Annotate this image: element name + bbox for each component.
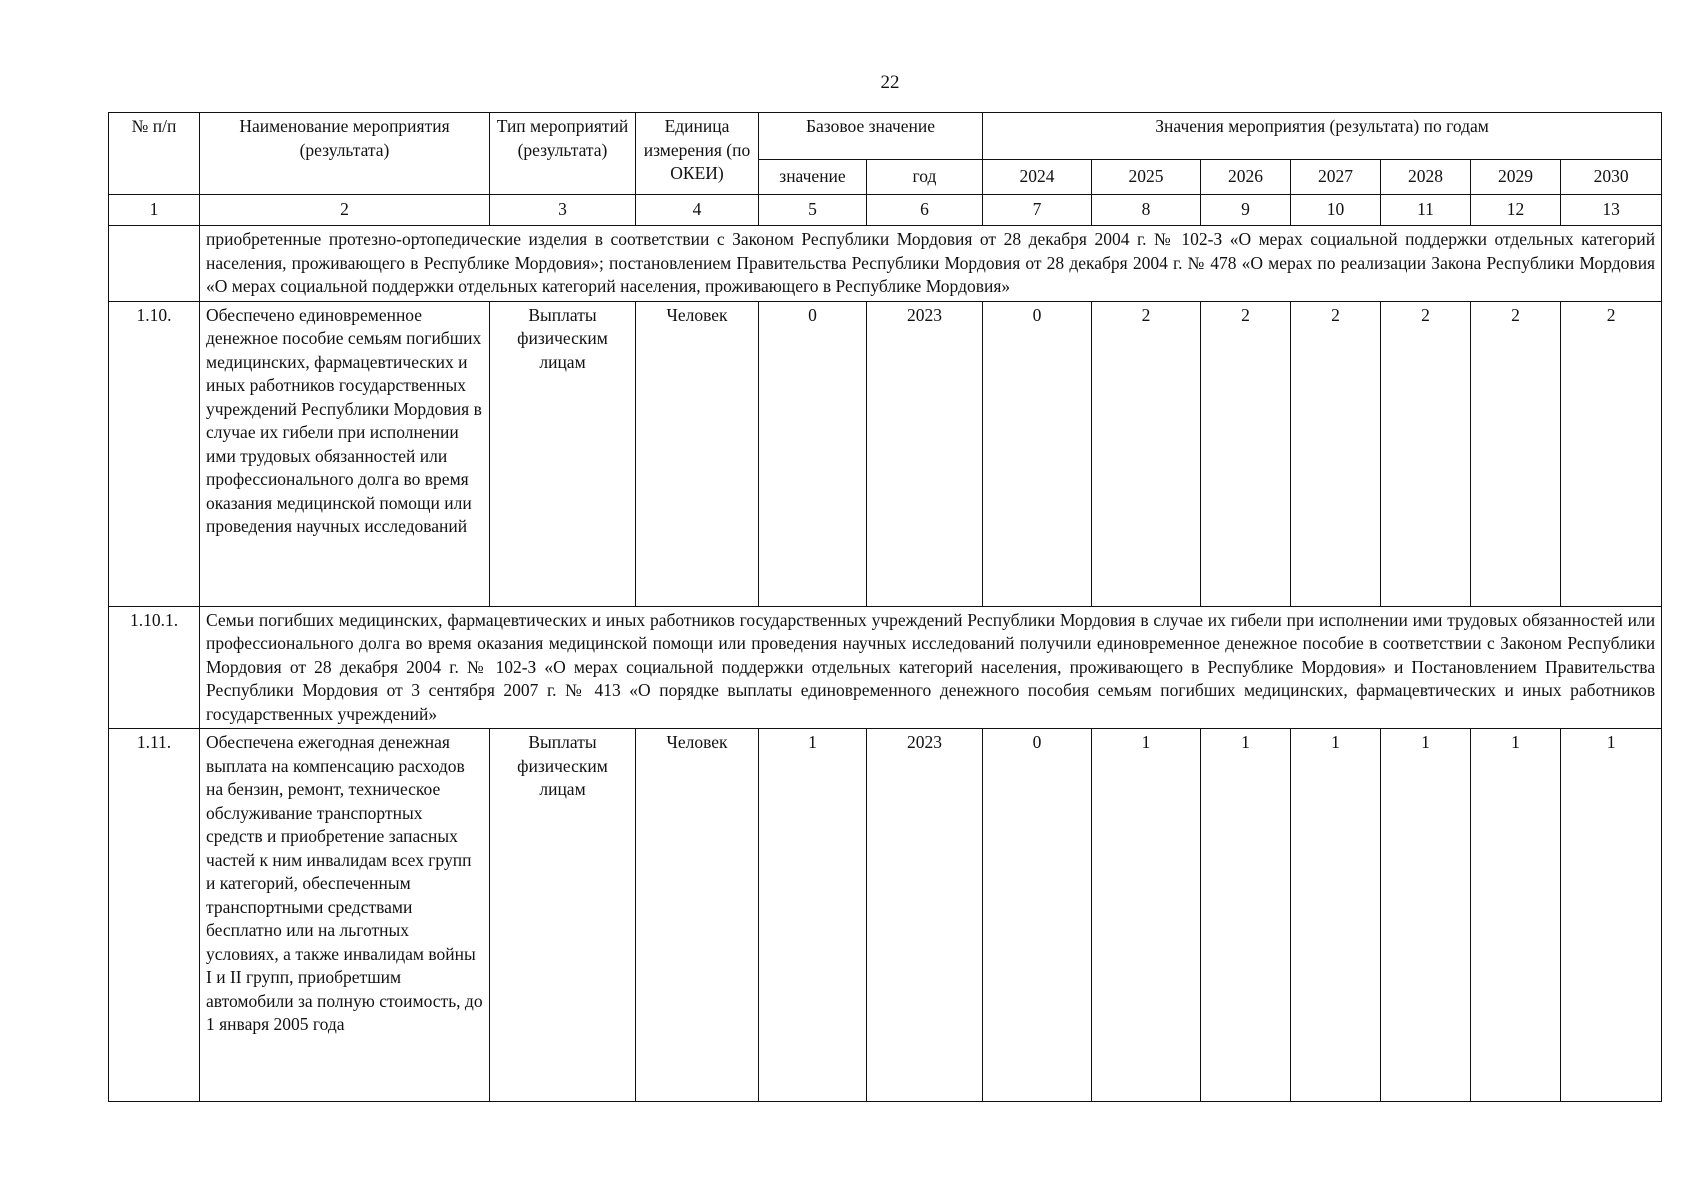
- table-row: [109, 301, 1662, 606]
- header-year-2026: 2026: [1201, 160, 1291, 195]
- column-number: 9: [1201, 195, 1291, 226]
- table-row: [109, 606, 1662, 729]
- row-unit: Человек: [636, 729, 759, 1102]
- row-base-value: 0: [759, 301, 867, 606]
- row-value-2030: 1: [1561, 729, 1662, 1102]
- activities-table: [108, 112, 1662, 1102]
- row-value-2029: 1: [1471, 729, 1561, 1102]
- header-base-value: значение: [759, 160, 867, 195]
- row-value-2025: 2: [1092, 301, 1201, 606]
- header-year-2030: 2030: [1561, 160, 1662, 195]
- continuation-row: [109, 226, 1662, 302]
- row-num: 1.10.: [109, 301, 200, 606]
- header-base: Базовое значение: [759, 113, 983, 160]
- row-value-2027: 1: [1291, 729, 1381, 1102]
- row-value-2030: 2: [1561, 301, 1662, 606]
- page-number: 22: [880, 72, 900, 93]
- row-num: 1.10.1.: [109, 606, 200, 729]
- continuation-text: приобретенные протезно-ортопедические изделия в соответствии с Законом Республики Мордовия от 28 декабря 2004 г. № 102-З «О мерах социальной поддержки отдельных категорий населения, проживающего в Республике Мордовия»; постановлением Правительства Республики Мордовия от 28 декабря 2004 г. № 478 «О мерах по реализации Закона Республики Мордовия «О мерах социальной поддержки отдельных категорий населения, проживающего в Республике Мордовия»: [200, 226, 1662, 302]
- header-year-2028: 2028: [1381, 160, 1471, 195]
- column-number: 3: [490, 195, 636, 226]
- row-type: Выплаты физическим лицам: [490, 729, 636, 1102]
- row-description: Семьи погибших медицинских, фармацевтических и иных работников государственных учреждений Республики Мордовия в случае их гибели при исполнении ими трудовых обязанностей или профессионального долга во время оказания медицинской помощи или проведения научных исследований получили единовременное денежное пособие в соответствии с Законом Республики Мордовия от 28 декабря 2004 г. № 102-З «О мерах социальной поддержки отдельных категорий населения, проживающего в Республике Мордовия» и Постановлением Правительства Республики Мордовия от 3 сентября 2007 г. № 413 «О порядке выплаты единовременного денежного пособия семьям погибших медицинских, фармацевтических и иных работников государственных учреждений»: [200, 606, 1662, 729]
- row-name: Обеспечена ежегодная денежная выплата на компенсацию расходов на бензин, ремонт, техническое обслуживание транспортных средств и приобретение запасных частей к ним инвалидам всех групп и категорий, обеспеченным транспортными средствами бесплатно или на льготных условиях, а также инвалидам войны I и II групп, приобретшим автомобили за полную стоимость, до 1 января 2005 года: [200, 729, 490, 1102]
- row-value-2029: 2: [1471, 301, 1561, 606]
- column-number: 6: [867, 195, 983, 226]
- column-number: 2: [200, 195, 490, 226]
- header-year-2027: 2027: [1291, 160, 1381, 195]
- column-number: 1: [109, 195, 200, 226]
- header-num: № п/п: [109, 113, 200, 195]
- column-number: 5: [759, 195, 867, 226]
- header-name: Наименование мероприятия (результата): [200, 113, 490, 195]
- row-base-year: 2023: [867, 729, 983, 1102]
- column-number: 7: [983, 195, 1092, 226]
- row-value-2024: 0: [983, 301, 1092, 606]
- column-number: 12: [1471, 195, 1561, 226]
- row-value-2026: 1: [1201, 729, 1291, 1102]
- header-years: Значения мероприятия (результата) по годам: [983, 113, 1662, 160]
- row-base-value: 1: [759, 729, 867, 1102]
- row-unit: Человек: [636, 301, 759, 606]
- column-number: 10: [1291, 195, 1381, 226]
- header-year-2025: 2025: [1092, 160, 1201, 195]
- row-base-year: 2023: [867, 301, 983, 606]
- header-row: [109, 113, 1662, 160]
- column-number: 4: [636, 195, 759, 226]
- column-number: 11: [1381, 195, 1471, 226]
- row-value-2028: 1: [1381, 729, 1471, 1102]
- table-row: [109, 729, 1662, 1102]
- column-number: 8: [1092, 195, 1201, 226]
- column-number: 13: [1561, 195, 1662, 226]
- row-value-2025: 1: [1092, 729, 1201, 1102]
- row-value-2027: 2: [1291, 301, 1381, 606]
- row-type: Выплаты физическим лицам: [490, 301, 636, 606]
- header-year-2024: 2024: [983, 160, 1092, 195]
- row-value-2028: 2: [1381, 301, 1471, 606]
- header-type: Тип мероприятий (результата): [490, 113, 636, 195]
- continuation-num-cell: [109, 226, 200, 302]
- row-num: 1.11.: [109, 729, 200, 1102]
- header-year-2029: 2029: [1471, 160, 1561, 195]
- row-value-2024: 0: [983, 729, 1092, 1102]
- row-value-2026: 2: [1201, 301, 1291, 606]
- column-numbers-row: [109, 195, 1662, 226]
- header-base-year: год: [867, 160, 983, 195]
- row-name: Обеспечено единовременное денежное пособие семьям погибших медицинских, фармацевтических и иных работников государственных учреждений Республики Мордовия в случае их гибели при исполнении ими трудовых обязанностей или профессионального долга во время оказания медицинской помощи или проведения научных исследований: [200, 301, 490, 606]
- header-unit: Единица измерения (по ОКЕИ): [636, 113, 759, 195]
